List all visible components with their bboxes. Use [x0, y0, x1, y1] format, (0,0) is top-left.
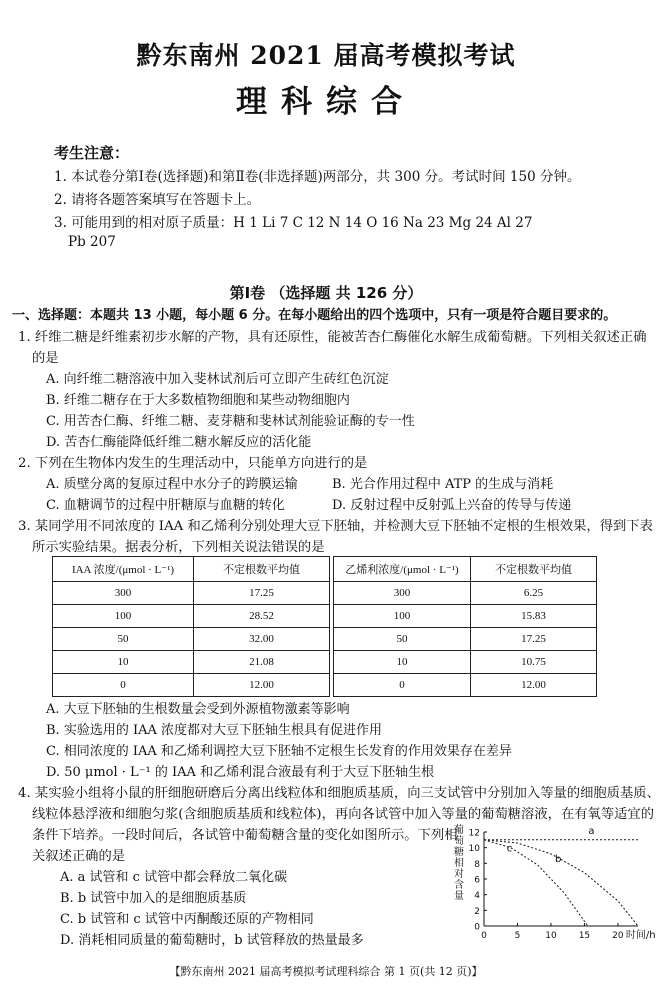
exam-title: 黔东南州 2021 届高考模拟考试 — [136, 41, 516, 70]
table-row — [53, 674, 330, 697]
y-tick-label: 8 — [474, 859, 480, 870]
y-axis-label — [454, 823, 464, 902]
table-cell: 6.25 — [471, 582, 597, 605]
ethephon-table — [333, 556, 597, 697]
table-header: IAA 浓度/(μmol · L⁻¹) — [53, 557, 194, 582]
x-tick-label: 0 — [481, 931, 487, 941]
table-header: 乙烯利浓度/(μmol · L⁻¹) — [334, 557, 471, 582]
table-header-row — [334, 557, 597, 582]
y-axis-label-char: 葡 — [454, 825, 464, 836]
table-cell: 21.08 — [194, 651, 330, 674]
q2-option-d: D. 反射过程中反射弧上兴奋的传导与传递 — [332, 498, 572, 513]
table-cell: 100 — [334, 605, 471, 628]
section-title: 第Ⅰ卷 （选择题 共 126 分） — [229, 284, 423, 302]
table-cell: 0 — [334, 674, 471, 697]
q3-option-a: A. 大豆下胚轴的生根数量会受到外源植物激素等影响 — [46, 702, 350, 717]
q4-stem: 线粒体悬浮液和细胞匀浆(含细胞质基质和线粒体)，再向各试管中加入等量的葡萄糖溶液，在有氧等适宜的 — [32, 807, 655, 822]
q3-option-c: C. 相同浓度的 IAA 和乙烯利调控大豆下胚轴不定根生长发育的作用效果存在差异 — [46, 744, 512, 759]
table-cell: 12.00 — [471, 674, 597, 697]
y-axis-label-char: 含 — [454, 880, 464, 891]
y-tick-label: 6 — [474, 875, 480, 886]
iaa-table — [52, 556, 330, 697]
series-label-a: a — [588, 825, 595, 837]
y-tick-label: 10 — [468, 844, 480, 855]
table-row — [53, 651, 330, 674]
q1-option-d: D. 苦杏仁酶能降低纤维二糖水解反应的活化能 — [46, 435, 312, 450]
table-header-row — [53, 557, 330, 582]
table-row — [334, 605, 597, 628]
q3-option-b: B. 实验选用的 IAA 浓度都对大豆下胚轴生根具有促进作用 — [46, 723, 382, 738]
notice-heading: 考生注意： — [54, 144, 130, 162]
x-tick-label: 5 — [514, 931, 521, 941]
y-axis-label-char: 量 — [454, 891, 464, 902]
table-row — [53, 582, 330, 605]
q4-option-b: B. b 试管中加入的是细胞质基质 — [60, 891, 247, 906]
q2-option-b: B. 光合作用过程中 ATP 的生成与消耗 — [332, 477, 554, 492]
x-tick-label: 10 — [545, 931, 557, 941]
notice-item: 3. 可能用到的相对原子质量：H 1 Li 7 C 12 N 14 O 16 Na 23 Mg 24 Al 27 — [54, 215, 533, 231]
q4-stem: 4. 某实验小组将小鼠的肝细胞研磨后分离出线粒体和细胞质基质，向三支试管中分别加入等量的细胞质基质、 — [18, 786, 660, 801]
page-footer: 【黔东南州 2021 届高考模拟考试理科综合 第 1 页(共 12 页)】 — [169, 965, 483, 978]
q4-stem: 关叙述正确的是 — [32, 849, 126, 864]
table-cell: 10 — [53, 651, 194, 674]
q2-stem: 2. 下列在生物体内发生的生理活动中，只能单方向进行的是 — [18, 456, 368, 471]
q1-stem: 1. 纤维二糖是纤维素初步水解的产物，具有还原性，能被苦杏仁酶催化水解生成葡萄糖。下列相关叙述正确 — [18, 330, 647, 345]
table-row — [53, 628, 330, 651]
notice-item: 2. 请将各题答案填写在答题卡上。 — [54, 192, 261, 208]
table-cell: 50 — [334, 628, 471, 651]
section-instruction: 一、选择题：本题共 13 小题，每小题 6 分。在每小题给出的四个选项中，只有一项是符合题目要求的。 — [12, 308, 617, 323]
q4-option-c: C. b 试管和 c 试管中丙酮酸还原的产物相同 — [60, 912, 314, 927]
table-cell: 28.52 — [194, 605, 330, 628]
table-cell: 100 — [53, 605, 194, 628]
table-cell: 300 — [53, 582, 194, 605]
table-cell: 300 — [334, 582, 471, 605]
x-axis-label: 时间/h — [625, 930, 656, 941]
table-cell: 17.25 — [194, 582, 330, 605]
table-header: 不定根数平均值 — [471, 557, 597, 582]
q1-stem: 的是 — [32, 351, 59, 366]
q1-option-a: A. 向纤维二糖溶液中加入斐林试剂后可立即产生砖红色沉淀 — [46, 372, 389, 387]
y-axis-label-char: 相 — [454, 858, 464, 869]
table-cell: 15.83 — [471, 605, 597, 628]
table-cell: 17.25 — [471, 628, 597, 651]
y-tick-label: 0 — [474, 922, 480, 933]
table-cell: 50 — [53, 628, 194, 651]
table-row — [334, 651, 597, 674]
series-label-c: c — [506, 843, 513, 855]
y-tick-label: 2 — [474, 906, 480, 917]
table-cell: 10 — [334, 651, 471, 674]
notice-item: 1. 本试卷分第Ⅰ卷(选择题)和第Ⅱ卷(非选择题)两部分，共 300 分。考试时间 150 分钟。 — [54, 169, 581, 185]
table-row — [53, 605, 330, 628]
table-header: 不定根数平均值 — [194, 557, 330, 582]
q1-option-c: C. 用苦杏仁酶、纤维二糖、麦芽糖和斐林试剂能验证酶的专一性 — [46, 414, 415, 429]
y-axis-label-char: 对 — [454, 869, 464, 880]
table-cell: 12.00 — [194, 674, 330, 697]
table-cell: 10.75 — [471, 651, 597, 674]
table-row — [334, 628, 597, 651]
x-tick-label: 20 — [612, 931, 624, 941]
table-cell: 0 — [53, 674, 194, 697]
q4-option-d: D. 消耗相同质量的葡萄糖时，b 试管释放的热量最多 — [60, 933, 364, 948]
q4-option-a: A. a 试管和 c 试管中都会释放二氧化碳 — [60, 870, 288, 885]
y-tick-label: 4 — [474, 891, 480, 902]
q1-option-b: B. 纤维二糖存在于大多数植物细胞和某些动物细胞内 — [46, 393, 350, 408]
q2-option-c: C. 血糖调节的过程中肝糖原与血糖的转化 — [46, 498, 285, 513]
y-axis-label-char: 萄 — [454, 836, 464, 847]
series-line-c — [484, 840, 588, 926]
q3-stem: 3. 某同学用不同浓度的 IAA 和乙烯利分别处理大豆下胚轴，并检测大豆下胚轴不定根的生根效果，得到下表 — [18, 519, 653, 534]
y-tick-label: 12 — [468, 828, 480, 839]
exam-subject: 理科综合 — [236, 84, 416, 120]
q3-option-d: D. 50 μmol · L⁻¹ 的 IAA 和乙烯利混合液最有利于大豆下胚轴生根 — [46, 765, 435, 780]
x-tick-label: 15 — [578, 931, 591, 941]
q3-stem: 所示实验结果。据表分析，下列相关说法错误的是 — [32, 540, 325, 555]
q2-option-a: A. 质壁分离的复原过程中水分子的跨膜运输 — [46, 477, 298, 492]
notice-item: Pb 207 — [68, 234, 116, 250]
y-axis-label-char: 糖 — [454, 847, 464, 858]
table-cell: 32.00 — [194, 628, 330, 651]
q4-stem: 条件下培养。一段时间后，各试管中葡萄糖含量的变化如图所示。下列相 — [32, 828, 458, 843]
table-row — [334, 674, 597, 697]
series-label-b: b — [554, 853, 562, 865]
glucose-line-chart — [448, 824, 656, 952]
table-row — [334, 582, 597, 605]
